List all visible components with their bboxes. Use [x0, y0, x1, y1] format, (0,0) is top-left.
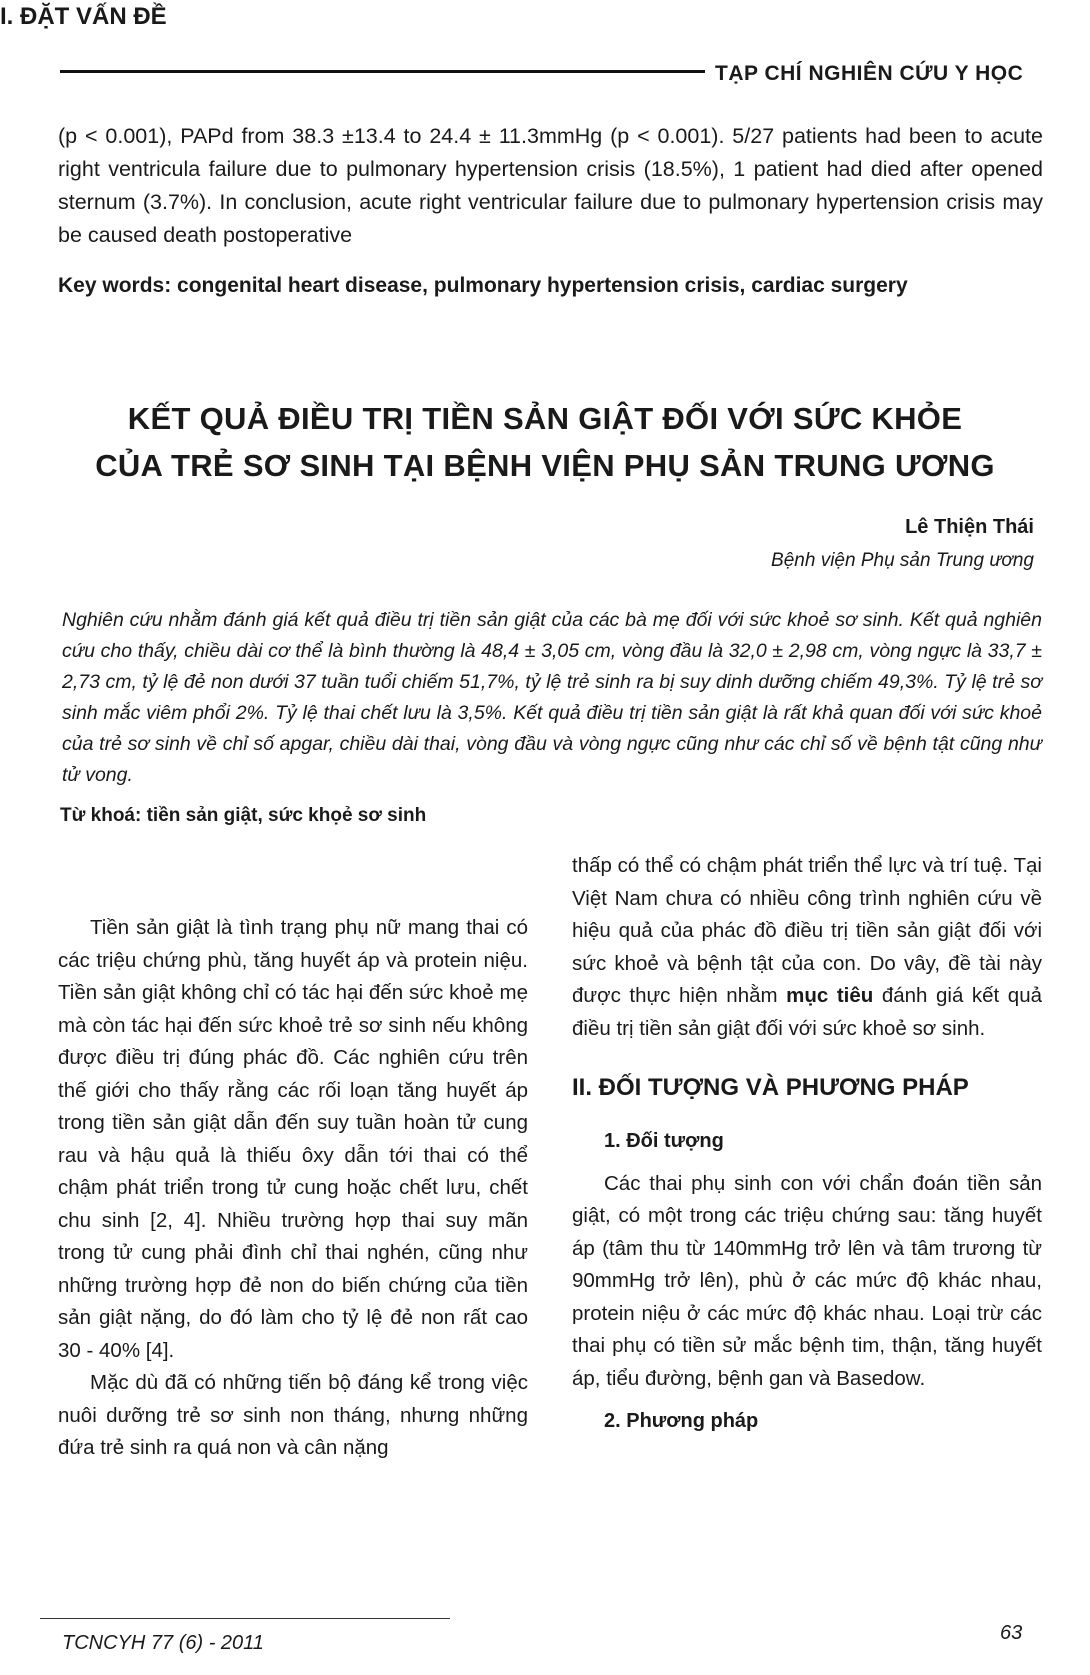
- vietnamese-keywords: Từ khoá: tiền sản giật, sức khọẻ sơ sinh: [60, 805, 427, 826]
- right-column: [572, 850, 1042, 1438]
- article-title: [60, 395, 1030, 489]
- section1-paragraph2: Mặc dù đã có những tiến bộ đáng kể trong việc nuôi dưỡng trẻ sơ sinh non tháng, nhưng những đứa trẻ sinh ra quá non và cân nặng: [58, 1371, 528, 1459]
- affiliation: Bệnh viện Phụ sản Trung ương: [771, 550, 1034, 571]
- footer-rule: [40, 1618, 450, 1619]
- section1-heading: I. ĐẶT VẤN ĐỀ: [0, 3, 167, 30]
- subsection1-heading: 1. Đối tượng: [604, 1130, 724, 1152]
- section1-continued: [572, 850, 1042, 1045]
- footer-journal: TCNCYH 77 (6) - 2011: [62, 1632, 264, 1654]
- article-title-line1: KẾT QUẢ ĐIỀU TRỊ TIỀN SẢN GIẬT ĐỐI VỚI SỨC KHỎE: [127, 401, 963, 436]
- objective-text: đánh giá kết quả điều trị tiền sản giật đối với sức khoẻ sơ sinh.: [572, 984, 1043, 1040]
- header-rule: [60, 70, 705, 73]
- english-abstract-tail: (p < 0.001), PAPd from 38.3 ±13.4 to 24.4 ± 11.3mmHg (p < 0.001). 5/27 patients had been to acute right ventricula failure due to pulmonary hypertension crisis (18.5%), 1 patient had died after opened sternum (3.7%). In conclusion, acute right ventricular failure due to pulmonary hypertension crisis may be caused death postoperative: [58, 124, 1043, 247]
- section1-paragraph1: Tiền sản giật là tình trạng phụ nữ mang thai có các triệu chứng phù, tăng huyết áp và protein niệu. Tiền sản giật không chỉ có tác hại đến sức khoẻ mẹ mà còn tác hại đến sức khoẻ trẻ sơ sinh nếu không được điều trị đúng phác đồ. Các nghiên cứu trên thế giới cho thấy rằng các rối loạn tăng huyết áp trong tiền sản giật dẫn đến suy tuần hoàn tử cung rau và hậu quả là thiếu ôxy dẫn tới thai có thể chậm phát triển trong tử cung hoặc chết lưu, chết chu sinh [2, 4]. Nhiều trường hợp thai suy mãn trong tử cung phải đình chỉ thai nghén, cũng như những trường hợp đẻ non do biến chứng của tiền sản giật nặng, do đó làm cho tỷ lệ đẻ non rất cao 30 - 40% [4].: [58, 916, 528, 1362]
- page-number: 63: [1000, 1622, 1023, 1644]
- section2-heading: II. ĐỐI TƯỢNG VÀ PHƯƠNG PHÁP: [572, 1074, 969, 1101]
- objective-label: mục tiêu: [786, 984, 874, 1007]
- vietnamese-abstract: Nghiên cứu nhằm đánh giá kết quả điều trị tiền sản giật của các bà mẹ đối với sức khoẻ sơ sinh. Kết quả nghiên cứu cho thấy, chiều dài cơ thể là bình thường là 48,4 ± 3,05 cm, vòng đầu là 32,0 ± 2,98 cm, vòng ngực là 33,7 ± 2,73 cm, tỷ lệ đẻ non dưới 37 tuần tuổi chiếm 51,7%, tỷ lệ trẻ sinh ra bị suy dinh dưỡng chiếm 49,3%. Tỷ lệ trẻ sơ sinh mắc viêm phổi 2%. Tỷ lệ thai chết lưu là 3,5%. Kết quả điều trị tiền sản giật là rất khả quan đối với sức khoẻ của trẻ sơ sinh về chỉ số apgar, chiều dài thai, vòng đầu và vòng ngực cũng như các chỉ số về bệnh tật cũng như tử vong.: [62, 609, 1042, 786]
- english-keywords: Key words: congenital heart disease, pulmonary hypertension crisis, cardiac surgery: [58, 274, 908, 297]
- journal-name: TẠP CHÍ NGHIÊN CỨU Y HỌC: [715, 62, 1024, 85]
- author: Lê Thiện Thái: [905, 516, 1034, 538]
- subsection2-heading: 2. Phương pháp: [604, 1410, 759, 1432]
- left-column: [58, 912, 528, 1465]
- section1-continued-text: thấp có thể có chậm phát triển thể lực và trí tuệ. Tại Việt Nam chưa có nhiều công trình nghiên cứu về hiệu quả của phác đồ điều trị tiền sản giật đối với sức khoẻ và bệnh tật của con. Do vây, đề tài này được thực hiện nhằm: [572, 854, 1042, 1007]
- article-title-line2: CỦA TRẺ SƠ SINH TẠI BỆNH VIỆN PHỤ SẢN TRUNG ƯƠNG: [95, 448, 995, 483]
- subsection1-text: Các thai phụ sinh con với chẩn đoán tiền sản giật, có một trong các triệu chứng sau: tăng huyết áp (tâm thu từ 140mmHg trở lên và tâm trương từ 90mmHg trở lên), phù ở các mức độ khác nhau, protein niệu ở các mức độ khác nhau. Loại trừ các thai phụ có tiền sử mắc bệnh tim, thận, tăng huyết áp, tiểu đường, bệnh gan và Basedow.: [572, 1171, 1042, 1390]
